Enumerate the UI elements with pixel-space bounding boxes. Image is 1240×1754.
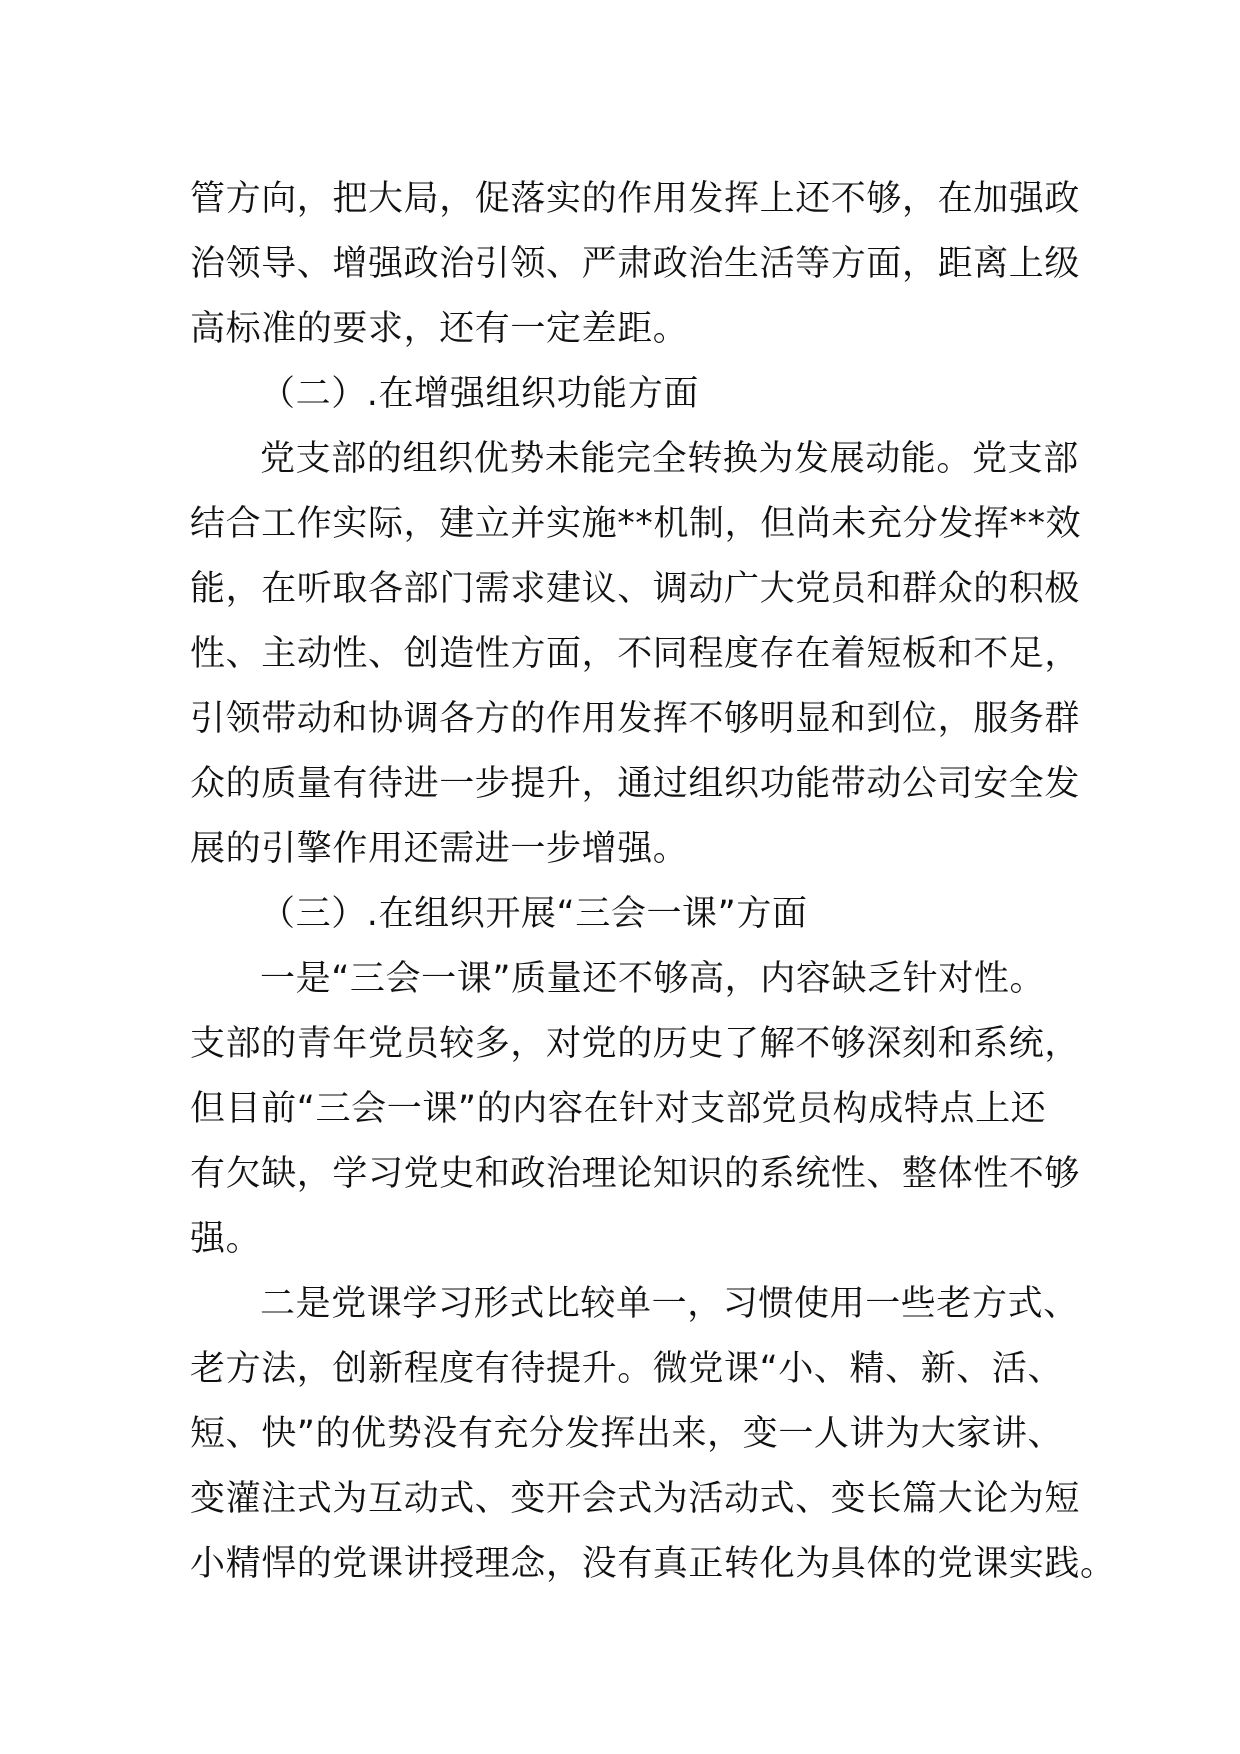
text-line: 强。 (190, 1219, 262, 1259)
text-line: 高标准的要求，还有一定差距。 (190, 309, 689, 349)
text-line: 一是“三会一课”质量还不够高，内容缺乏针对性。 (260, 959, 1046, 999)
text-line: 结合工作实际，建立并实施**机制，但尚未充分发挥**效 (190, 504, 1082, 544)
text-line: 小精悍的党课讲授理念，没有真正转化为具体的党课实践。 (190, 1544, 1116, 1584)
text-line: 二是党课学习形式比较单一，习惯使用一些老方式、 (260, 1284, 1079, 1324)
text-line: 老方法，创新程度有待提升。微党课“小、精、新、活、 (190, 1349, 1064, 1389)
text-line: 众的质量有待进一步提升，通过组织功能带动公司安全发 (190, 764, 1081, 804)
text-line: 治领导、增强政治引领、严肃政治生活等方面，距离上级 (190, 244, 1081, 284)
text-line: 但目前“三会一课”的内容在针对支部党员构成特点上还 (190, 1089, 1047, 1129)
text-line: 支部的青年党员较多，对党的历史了解不够深刻和系统， (190, 1024, 1081, 1064)
text-line: 变灌注式为互动式、变开会式为活动式、变长篇大论为短 (190, 1479, 1081, 1519)
text-line: 性、主动性、创造性方面，不同程度存在着短板和不足， (190, 634, 1081, 674)
text-line: 引领带动和协调各方的作用发挥不够明显和到位，服务群 (190, 699, 1081, 739)
text-line: 短、快”的优势没有充分发挥出来，变一人讲为大家讲、 (190, 1414, 1064, 1454)
text-line: 管方向，把大局，促落实的作用发挥上还不够，在加强政 (190, 179, 1081, 219)
text-line: 有欠缺，学习党史和政治理论知识的系统性、整体性不够 (190, 1154, 1081, 1194)
text-line: 展的引擎作用还需进一步增强。 (190, 829, 689, 869)
section-heading-2: （二）.在增强组织功能方面 (260, 374, 699, 414)
section-heading-3: （三）.在组织开展“三会一课”方面 (260, 894, 808, 934)
text-line: 党支部的组织优势未能完全转换为发展动能。党支部 (260, 439, 1079, 479)
document-page (190, 167, 1116, 1597)
text-line: 能，在听取各部门需求建议、调动广大党员和群众的积极 (190, 569, 1081, 609)
